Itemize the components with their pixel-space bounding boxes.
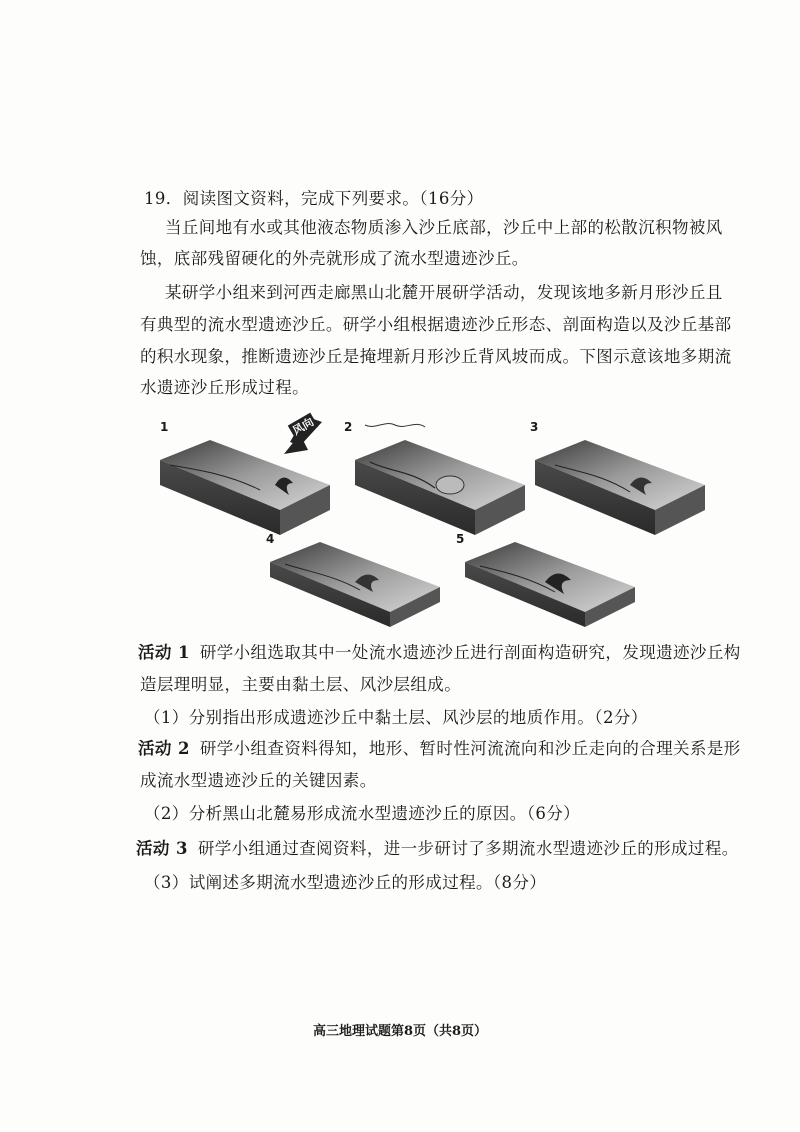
activity-1-text-1: 研学小组选取其中一处流水遗迹沙丘进行剖面构造研究，发现遗迹沙丘构 (199, 643, 741, 662)
activity-2-label: 活动 2 (138, 739, 190, 758)
dune-formation-figure (150, 412, 710, 630)
question-title: 19．阅读图文资料，完成下列要求。（16分） (144, 189, 484, 208)
paragraph-1-line-1: 当丘间地有水或其他液态物质渗入沙丘底部，沙丘中上部的松散沉积物被风 (165, 218, 723, 237)
question-1: （1）分别指出形成遗迹沙丘中黏土层、风沙层的地质作用。（2分） (144, 708, 648, 727)
activity-1-line-2: 造层理明显，主要由黏土层、风沙层组成。 (140, 675, 462, 694)
figure-label-2: 2 (344, 420, 353, 434)
paragraph-1-line-2: 蚀，底部残留硬化的外壳就形成了流水型遗迹沙丘。 (140, 249, 529, 268)
question-3: （3）试阐述多期流水型遗迹沙丘的形成过程。（8分） (144, 873, 547, 892)
block-diagram-3 (535, 440, 705, 535)
paragraph-2-line-1: 某研学小组来到河西走廊黑山北麓开展研学活动，发现该地多新月形沙丘且 (165, 283, 723, 302)
activity-2-line-2: 成流水型遗迹沙丘的关键因素。 (140, 771, 377, 790)
activity-3-label: 活动 3 (136, 839, 188, 858)
figure-svg (150, 412, 710, 630)
page-footer: 高三地理试题第8页（共8页） (312, 1024, 488, 1039)
block-diagram-5 (465, 542, 635, 627)
activity-3-line-1 (136, 838, 739, 860)
figure-label-4: 4 (266, 532, 275, 546)
block-diagram-2 (355, 424, 525, 535)
paragraph-2-line-3: 的积水现象，推断遗迹沙丘是掩埋新月形沙丘背风坡而成。下图示意该地多期流 (140, 347, 732, 366)
wind-direction-label: 风向 (288, 413, 319, 440)
activity-2-text-1: 研学小组查资料得知，地形、暂时性河流流向和沙丘走向的合理关系是形 (199, 739, 741, 758)
paragraph-2-line-4: 水遗迹沙丘形成过程。 (140, 378, 309, 397)
activity-2-line-1 (138, 738, 741, 760)
figure-label-5: 5 (456, 532, 465, 546)
block-diagram-4 (270, 542, 440, 627)
activity-1-label: 活动 1 (138, 643, 190, 662)
figure-label-1: 1 (160, 420, 169, 434)
block-diagram-1 (160, 440, 330, 535)
question-2: （2）分析黑山北麓易形成流水型遗迹沙丘的原因。（6分） (144, 804, 581, 823)
figure-label-3: 3 (530, 420, 539, 434)
paragraph-2-line-2: 有典型的流水型遗迹沙丘。研学小组根据遗迹沙丘形态、剖面构造以及沙丘基部 (140, 315, 732, 334)
activity-1-line-1 (138, 642, 741, 664)
activity-3-text-1: 研学小组通过查阅资料，进一步研讨了多期流水型遗迹沙丘的形成过程。 (197, 839, 739, 858)
